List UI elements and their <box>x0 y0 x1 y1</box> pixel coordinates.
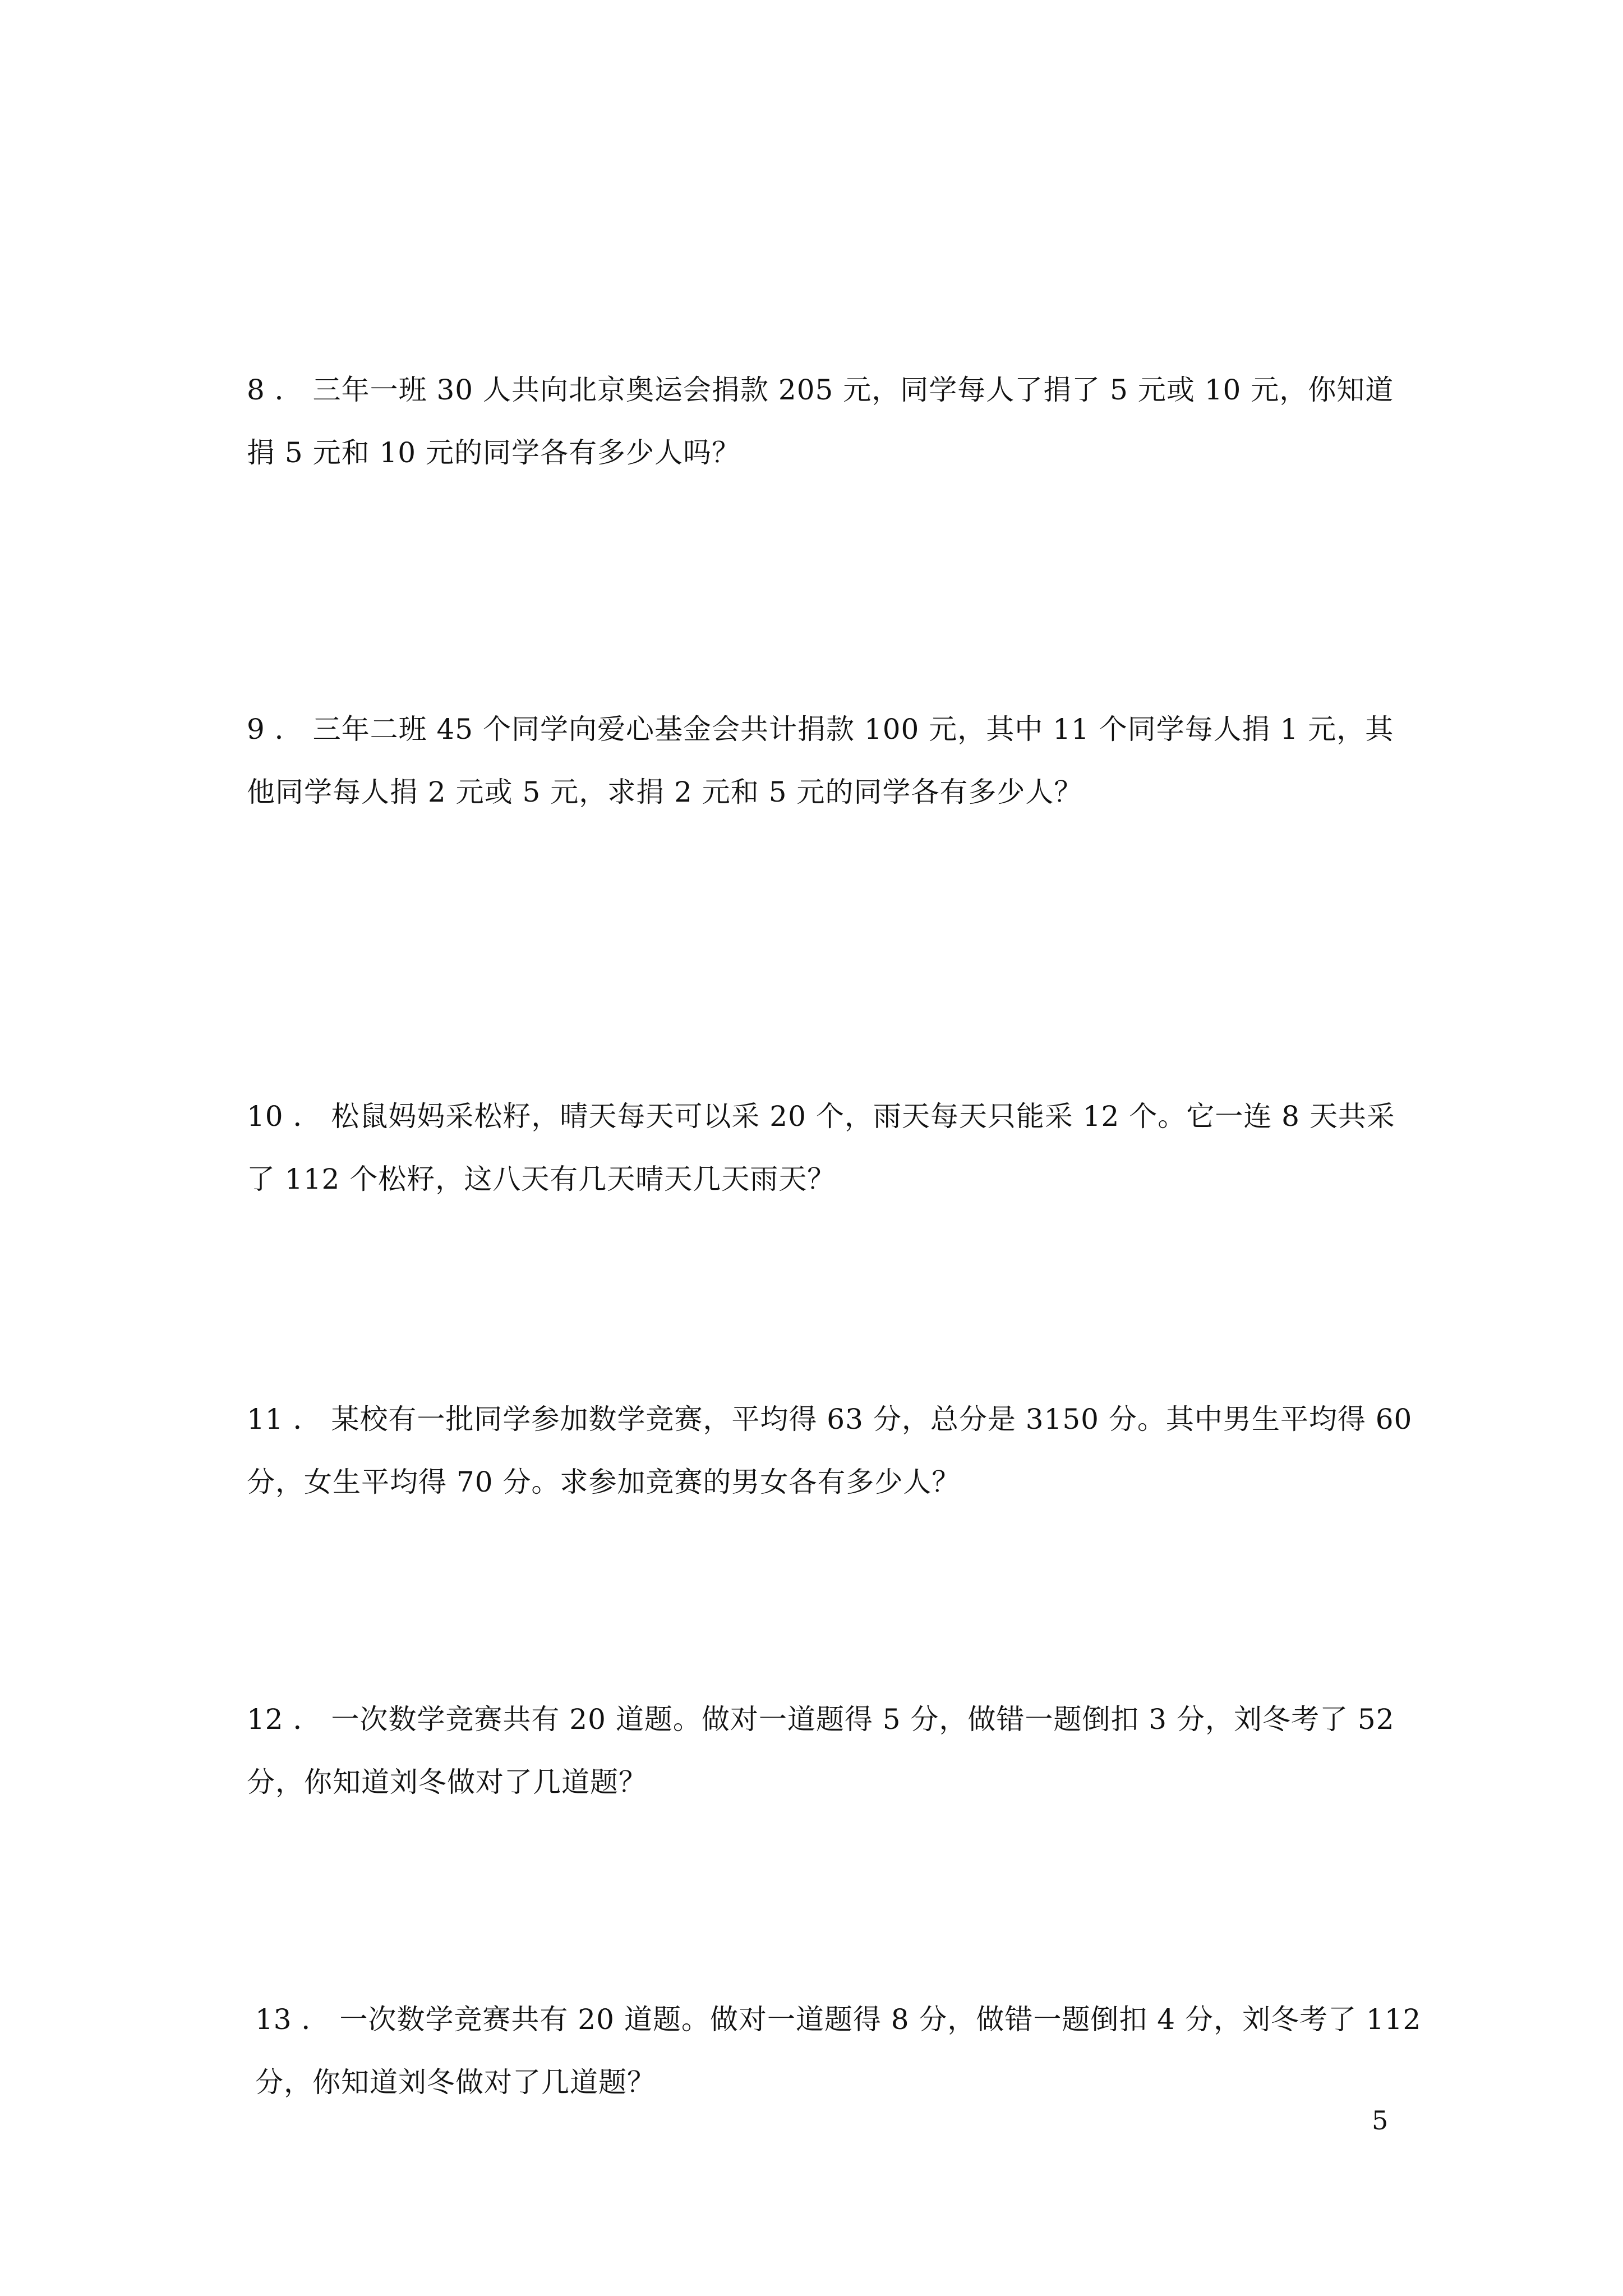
problem-text-line: 13 ． 一次数学竞赛共有 20 道题。做对一道题得 8 分，做错一题倒扣 4 分，刘冬考了 112 <box>255 2003 1422 2036</box>
problem-text-line: 分，你知道刘冬做对了几道题？ <box>255 2066 656 2099</box>
page-number: 5 <box>1372 2105 1389 2136</box>
problem-13 <box>255 2003 1427 2099</box>
problem-text-line: 他同学每人捐 2 元或 5 元，求捐 2 元和 5 元的同学各有多少人？ <box>247 776 1083 808</box>
problem-text-line: 分，你知道刘冬做对了几道题？ <box>247 1766 647 1798</box>
problem-text-line: 10 ． 松鼠妈妈采松籽，晴天每天可以采 20 个，雨天每天只能采 12 个。它一连 8 天共采 <box>247 1100 1395 1133</box>
problem-text-line: 了 112 个松籽，这八天有几天晴天几天雨天？ <box>247 1163 836 1195</box>
problem-11 <box>247 1402 1419 1499</box>
problem-text-line: 11 ． 某校有一批同学参加数学竞赛，平均得 63 分，总分是 3150 分。其中男生平均得 60 <box>247 1403 1413 1435</box>
problem-text-line: 9 ． 三年二班 45 个同学向爱心基金会共计捐款 100 元，其中 11 个同学每人捐 1 元，其 <box>247 713 1394 746</box>
problem-9 <box>247 712 1419 809</box>
problem-12 <box>247 1703 1419 1799</box>
problem-10 <box>247 1099 1419 1196</box>
problem-text-line: 分，女生平均得 70 分。求参加竞赛的男女各有多少人？ <box>247 1466 961 1498</box>
problem-8 <box>247 373 1419 470</box>
problem-text-line: 8 ． 三年一班 30 人共向北京奥运会捐款 205 元，同学每人了捐了 5 元或 10 元，你知道 <box>247 374 1394 406</box>
problem-text-line: 12 ． 一次数学竞赛共有 20 道题。做对一道题得 5 分，做错一题倒扣 3 分，刘冬考了 52 <box>247 1703 1395 1736</box>
problem-text-line: 捐 5 元和 10 元的同学各有多少人吗？ <box>247 436 741 469</box>
